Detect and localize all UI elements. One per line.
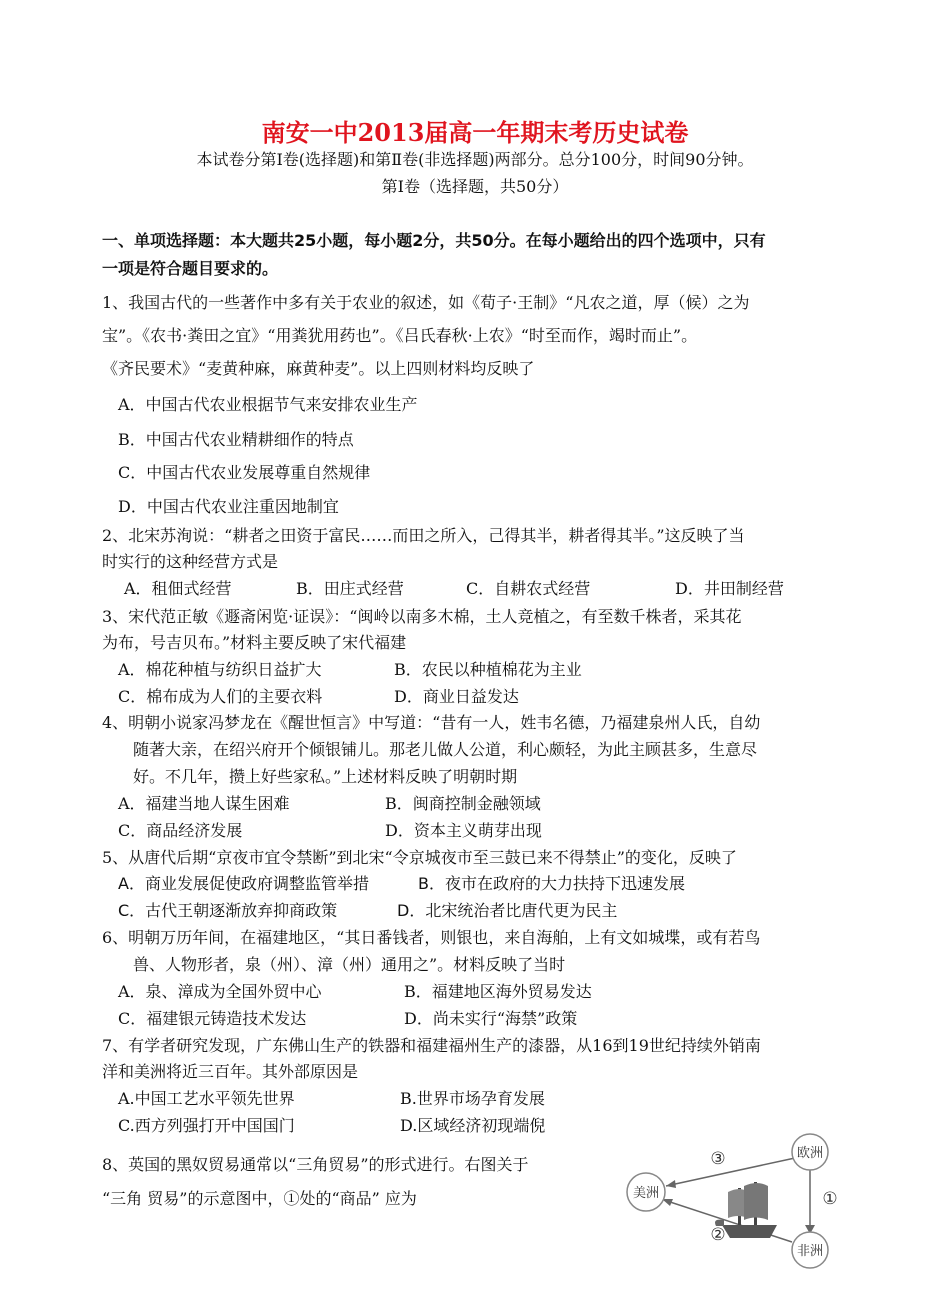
europe-to-america-line bbox=[666, 1158, 795, 1186]
q3-option-d[interactable]: D．商业日益发达 bbox=[394, 687, 519, 706]
page-title: 南安一中2013届高一年期末考历史试卷 bbox=[261, 118, 689, 147]
q8-line1: 8、英国的黑奴贸易通常以“三角贸易”的形式进行。右图关于 bbox=[102, 1155, 529, 1174]
q5-option-d[interactable]: D．北宋统治者比唐代更为民主 bbox=[397, 901, 618, 920]
q5-option-c[interactable]: C．古代王朝逐渐放弃抑商政策 bbox=[118, 901, 338, 920]
section-heading-line1: 一、单项选择题：本大题共25小题，每小题2分，共50分。在每小题给出的四个选项中，只有 bbox=[102, 231, 766, 250]
q2-option-d[interactable]: D．井田制经营 bbox=[675, 579, 784, 598]
q6-option-a[interactable]: A．泉、漳成为全国外贸中心 bbox=[118, 982, 322, 1001]
q7-option-b[interactable]: B.世界市场孕育发展 bbox=[400, 1089, 545, 1108]
q4-line1: 4、明朝小说家冯梦龙在《醒世恒言》中写道：“昔有一人，姓韦名德，乃福建泉州人氏，自幼 bbox=[102, 713, 761, 732]
q4-option-a[interactable]: A．福建当地人谋生困难 bbox=[118, 794, 290, 813]
q7-option-a[interactable]: A.中国工艺水平领先世界 bbox=[118, 1089, 295, 1108]
q6-line2: 兽、人物形者，泉（州）、漳（州）通用之”。材料反映了当时 bbox=[133, 955, 566, 974]
q1-line2: 宝”。《农书·粪田之宜》“用粪犹用药也”。《吕氏春秋·上农》“时至而作，竭时而止”。 bbox=[102, 326, 698, 345]
europe-label: 欧洲 bbox=[796, 1146, 824, 1161]
q1-option-b[interactable]: B．中国古代农业精耕细作的特点 bbox=[118, 430, 354, 449]
q2-option-b[interactable]: B．田庄式经营 bbox=[296, 579, 404, 598]
q5-option-b[interactable]: B．夜市在政府的大力扶持下迅速发展 bbox=[418, 874, 685, 893]
part-heading: 第Ⅰ卷（选择题，共50分） bbox=[381, 177, 569, 196]
q6-option-b[interactable]: B．福建地区海外贸易发达 bbox=[404, 982, 592, 1001]
q5-line1: 5、从唐代后期“京夜市宜令禁断”到北宋“令京城夜市至三鼓已来不得禁止”的变化，反映了 bbox=[102, 848, 737, 867]
q4-line2: 随著大亲，在绍兴府开个倾银铺儿。那老儿做人公道，利心颇轻，为此主顾甚多，生意尽 bbox=[133, 740, 758, 759]
marker-2: ② bbox=[710, 1225, 726, 1245]
q3-line2: 为布，号吉贝布。”材料主要反映了宋代福建 bbox=[102, 633, 407, 652]
section-heading-line2: 一项是符合题目要求的。 bbox=[102, 259, 279, 278]
q4-option-d[interactable]: D．资本主义萌芽出现 bbox=[385, 821, 542, 840]
q3-option-a[interactable]: A．棉花种植与纺织日益扩大 bbox=[118, 660, 322, 679]
q8-line2: “三角 贸易”的示意图中，①处的“商品” 应为 bbox=[102, 1189, 417, 1208]
q1-option-a[interactable]: A．中国古代农业根据节气来安排农业生产 bbox=[118, 395, 418, 414]
q5-option-a[interactable]: A．商业发展促使政府调整监管举措 bbox=[118, 874, 369, 893]
q4-line3: 好。不几年，攒上好些家私。”上述材料反映了明朝时期 bbox=[133, 767, 518, 786]
intro-text: 本试卷分第Ⅰ卷(选择题)和第Ⅱ卷(非选择题)两部分。总分100分，时间90分钟。 bbox=[196, 150, 754, 169]
q4-option-c[interactable]: C．商品经济发展 bbox=[118, 821, 243, 840]
america-label: 美洲 bbox=[632, 1186, 660, 1201]
q2-line2: 时实行的这种经营方式是 bbox=[102, 552, 279, 571]
q2-option-c[interactable]: C．自耕农式经营 bbox=[466, 579, 591, 598]
q2-option-a[interactable]: A．租佃式经营 bbox=[124, 579, 232, 598]
triangle-trade-diagram bbox=[612, 1130, 862, 1270]
q1-option-d[interactable]: D．中国古代农业注重因地制宜 bbox=[118, 497, 339, 516]
q1-option-c[interactable]: C．中国古代农业发展尊重自然规律 bbox=[118, 463, 371, 482]
q7-option-c[interactable]: C.西方列强打开中国国门 bbox=[118, 1116, 295, 1135]
q6-line1: 6、明朝万历年间，在福建地区，“其日番钱者，则银也，来自海舶，上有文如城堞，或有若鸟 bbox=[102, 928, 761, 947]
q1-line3: 《齐民要术》“麦黄种麻，麻黄种麦”。以上四则材料均反映了 bbox=[102, 359, 535, 378]
q6-option-d[interactable]: D．尚未实行“海禁”政策 bbox=[404, 1009, 578, 1028]
q7-option-d[interactable]: D.区域经济初现端倪 bbox=[400, 1116, 546, 1135]
q3-option-c[interactable]: C．棉布成为人们的主要衣料 bbox=[118, 687, 323, 706]
q6-option-c[interactable]: C．福建银元铸造技术发达 bbox=[118, 1009, 307, 1028]
q3-option-b[interactable]: B．农民以种植棉花为主业 bbox=[394, 660, 582, 679]
q1-line1: 1、我国古代的一些著作中多有关于农业的叙述，如《荀子·王制》“凡农之道，厚（候）之为 bbox=[102, 293, 750, 312]
q7-line2: 洋和美洲将近三百年。其外部原因是 bbox=[102, 1062, 359, 1081]
q3-line1: 3、宋代范正敏《遯斋闲览·证误》：“闽岭以南多木棉，土人竞植之，有至数千株者，采其花 bbox=[102, 607, 742, 626]
marker-3: ③ bbox=[710, 1149, 726, 1169]
marker-1: ① bbox=[822, 1189, 838, 1209]
q7-line1: 7、有学者研究发现，广东佛山生产的铁器和福建福州生产的漆器，从16到19世纪持续外销南 bbox=[102, 1036, 761, 1055]
q4-option-b[interactable]: B．闽商控制金融领域 bbox=[385, 794, 541, 813]
q2-line1: 2、北宋苏洵说：“耕者之田资于富民……而田之所入，己得其半，耕者得其半。”这反映了当 bbox=[102, 526, 745, 545]
africa-label: 非洲 bbox=[796, 1244, 824, 1259]
